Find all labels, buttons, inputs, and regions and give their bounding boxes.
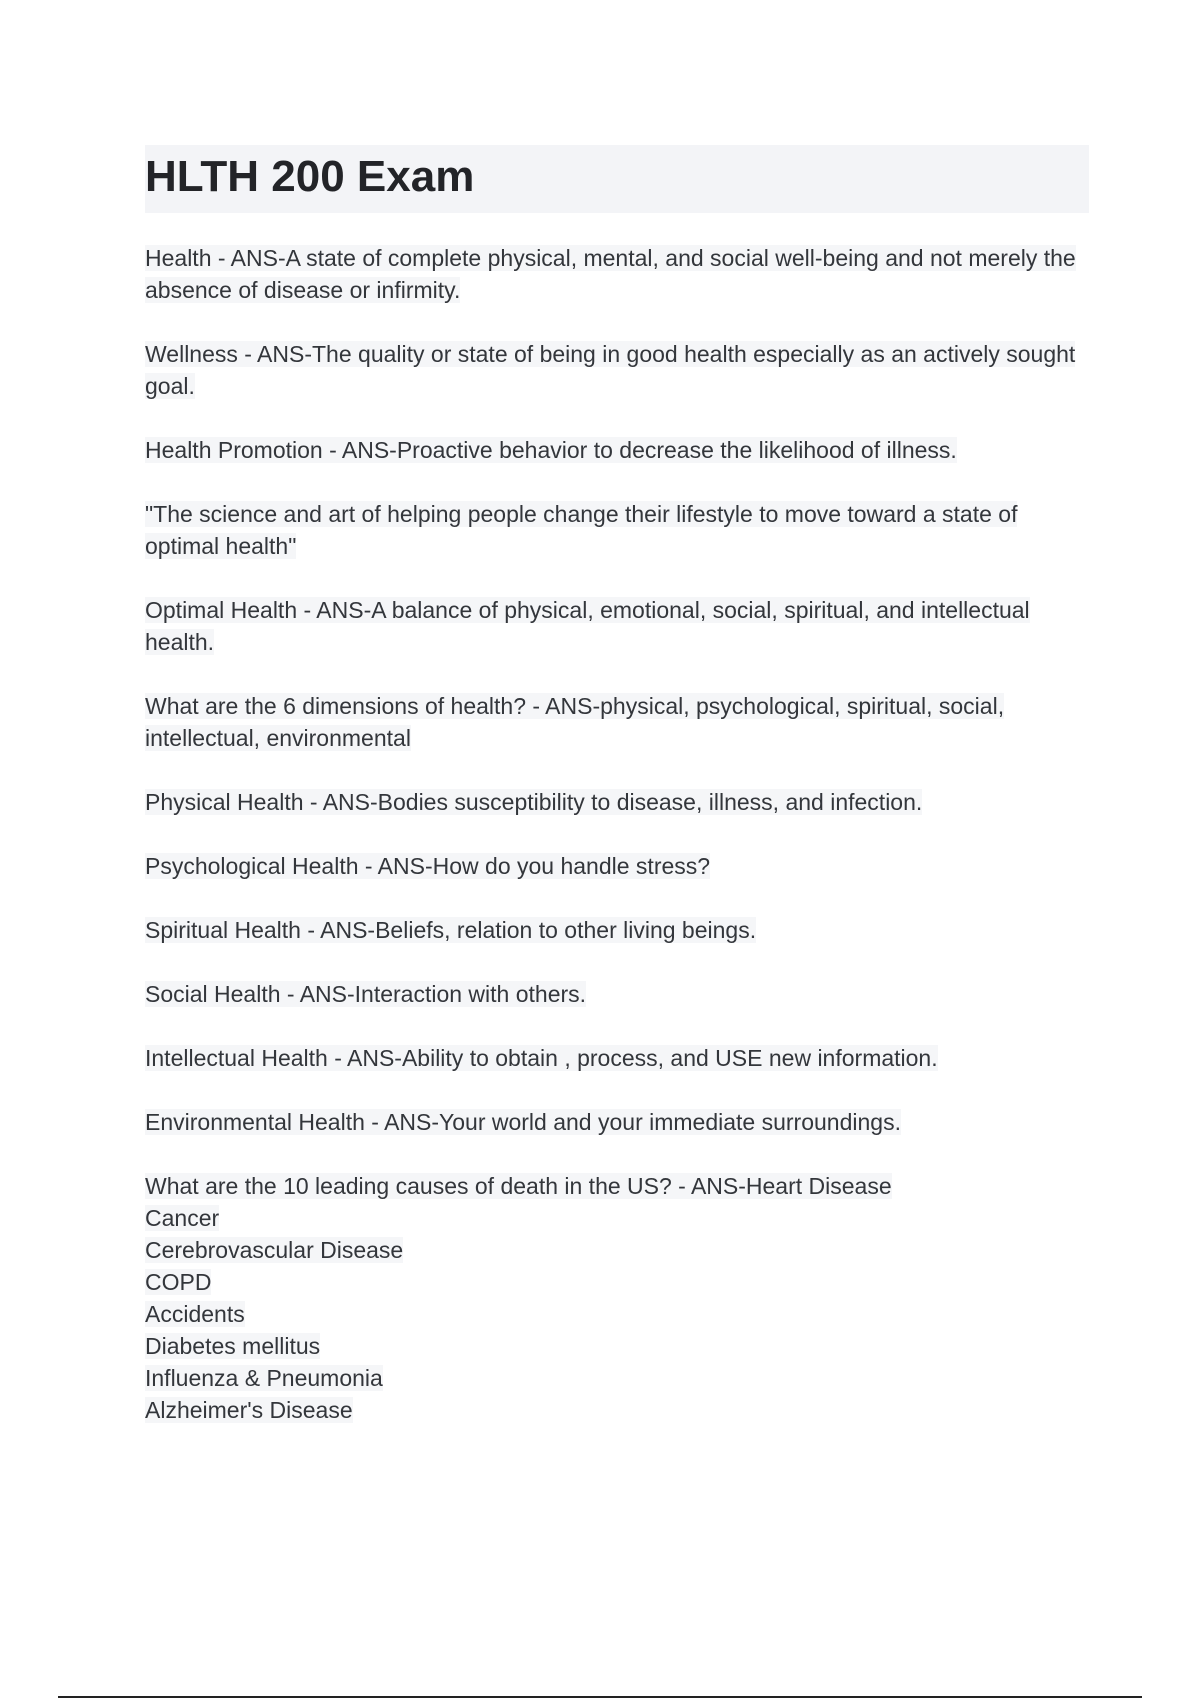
qa-text: Health - ANS-A state of complete physical, mental, and social well-being and not merely the absence of disease or infirmity. xyxy=(145,245,1076,303)
causes-list xyxy=(145,1202,1095,1426)
causes-question xyxy=(145,1170,1095,1202)
qa-entry xyxy=(145,498,1095,562)
qa-entry xyxy=(145,914,1095,946)
qa-text: Health Promotion - ANS-Proactive behavior to decrease the likelihood of illness. xyxy=(145,437,957,463)
qa-entry xyxy=(145,850,1095,882)
qa-entry xyxy=(145,786,1095,818)
qa-text: Physical Health - ANS-Bodies susceptibility to disease, illness, and infection. xyxy=(145,789,923,815)
causes-of-death-block xyxy=(145,1170,1095,1426)
document-body xyxy=(145,242,1095,1426)
list-item-text: Accidents xyxy=(145,1301,245,1327)
list-item xyxy=(145,1298,1095,1330)
title-banner xyxy=(145,145,1089,213)
list-item xyxy=(145,1394,1095,1426)
qa-entry xyxy=(145,594,1095,658)
list-item xyxy=(145,1330,1095,1362)
qa-text: "The science and art of helping people change their lifestyle to move toward a state of optimal health" xyxy=(145,501,1018,559)
list-item xyxy=(145,1362,1095,1394)
qa-text: Wellness - ANS-The quality or state of being in good health especially as an actively sought goal. xyxy=(145,341,1076,399)
qa-entry xyxy=(145,1042,1095,1074)
qa-entry xyxy=(145,242,1095,306)
qa-entry xyxy=(145,978,1095,1010)
list-item xyxy=(145,1234,1095,1266)
qa-text: Spiritual Health - ANS-Beliefs, relation to other living beings. xyxy=(145,917,757,943)
qa-entry xyxy=(145,690,1095,754)
causes-question-text: What are the 10 leading causes of death in the US? - ANS-Heart Disease xyxy=(145,1173,892,1199)
qa-text: Intellectual Health - ANS-Ability to obtain , process, and USE new information. xyxy=(145,1045,938,1071)
qa-entry xyxy=(145,434,1095,466)
qa-text: What are the 6 dimensions of health? - ANS-physical, psychological, spiritual, social, intellectual, environmental xyxy=(145,693,1005,751)
list-item-text: Influenza & Pneumonia xyxy=(145,1365,383,1391)
qa-text: Environmental Health - ANS-Your world and your immediate surroundings. xyxy=(145,1109,901,1135)
qa-text: Optimal Health - ANS-A balance of physical, emotional, social, spiritual, and intellectual health. xyxy=(145,597,1030,655)
list-item-text: Cerebrovascular Disease xyxy=(145,1237,404,1263)
qa-entry xyxy=(145,1106,1095,1138)
list-item xyxy=(145,1266,1095,1298)
page-title: HLTH 200 Exam xyxy=(145,152,475,201)
list-item-text: Diabetes mellitus xyxy=(145,1333,321,1359)
footer-divider xyxy=(58,1696,1142,1698)
qa-entry xyxy=(145,338,1095,402)
list-item-text: Alzheimer's Disease xyxy=(145,1397,353,1423)
qa-text: Psychological Health - ANS-How do you handle stress? xyxy=(145,853,711,879)
list-item xyxy=(145,1202,1095,1234)
list-item-text: COPD xyxy=(145,1269,212,1295)
qa-text: Social Health - ANS-Interaction with others. xyxy=(145,981,587,1007)
list-item-text: Cancer xyxy=(145,1205,220,1231)
